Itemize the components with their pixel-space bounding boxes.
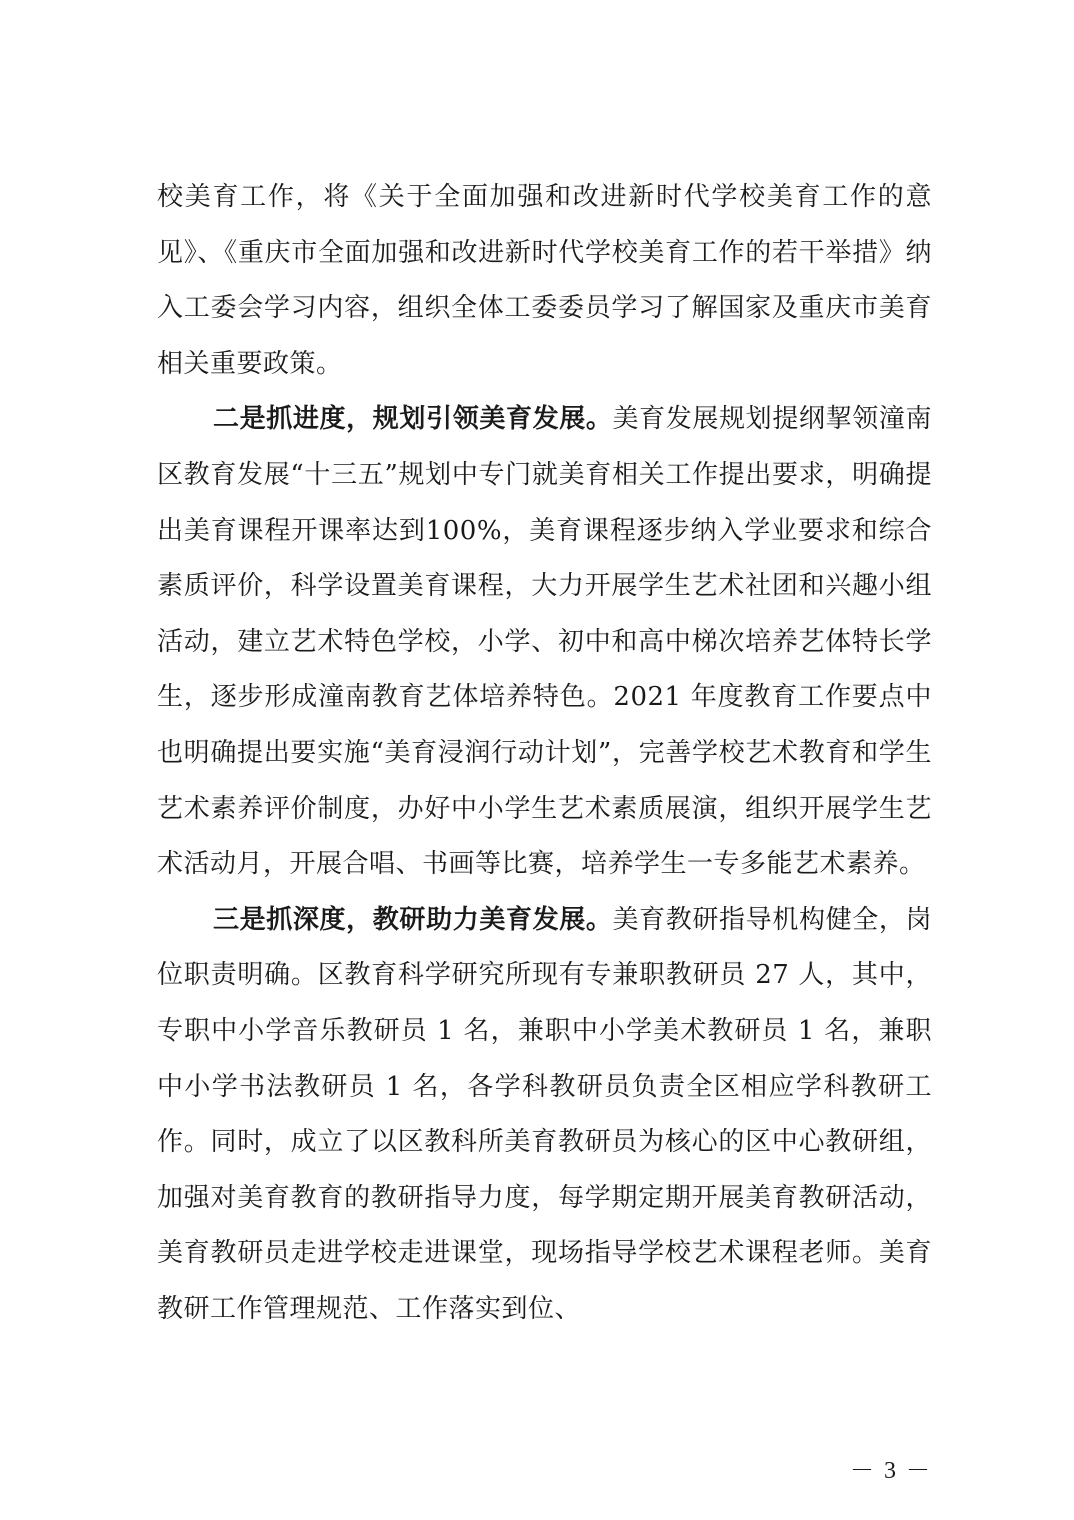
paragraph-3-text: 美育教研指导机构健全，岗位职责明确。区教育科学研究所现有专兼职教研员 27 人，其中，专职中小学音乐教研员 1 名，兼职中小学美术教研员 1 名，兼职中小学书法教研员 1 名，各学科教研员负责全区相应学科教研工作。同时，成立了以区教科所美育教研员为核心的区中心教研组，加强对美育教育的教研指导力度，每学期定期开展美育教研活动，美育教研员走进学校走进课堂，现场指导学校艺术课程老师。美育教研工作管理规范、工作落实到位、 bbox=[157, 904, 932, 1324]
paragraph-2-text: 美育发展规划提纲挈领潼南区教育发展“十三五”规划中专门就美育相关工作提出要求，明确提出美育课程开课率达到100%，美育课程逐步纳入学业要求和综合素质评价，科学设置美育课程，大力开展学生艺术社团和兴趣小组活动，建立艺术特色学校，小学、初中和高中梯次培养艺体特长学生，逐步形成潼南教育艺体培养特色。2021 年度教育工作要点中也明确提出要实施“美育浸润行动计划”，完善学校艺术教育和学生艺术素养评价制度，办好中小学生艺术素质展演，组织开展学生艺术活动月，开展合唱、书画等比赛，培养学生一专多能艺术素养。 bbox=[157, 404, 932, 880]
paragraph-3-lead: 三是抓深度，教研助力美育发展。 bbox=[213, 904, 613, 935]
document-body bbox=[157, 170, 932, 1337]
paragraph-1-text: 校美育工作，将《关于全面加强和改进新时代学校美育工作的意见》、《重庆市全面加强和改进新时代学校美育工作的若干举措》纳入工委会学习内容，组织全体工委委员学习了解国家及重庆市美育相关重要政策。 bbox=[157, 182, 932, 379]
paragraph-research bbox=[157, 893, 932, 1338]
page-number: － 3 － bbox=[850, 1458, 932, 1484]
paragraph-planning bbox=[157, 392, 932, 892]
paragraph-2-lead: 二是抓进度，规划引领美育发展。 bbox=[213, 404, 613, 435]
paragraph-continuation bbox=[157, 170, 932, 392]
